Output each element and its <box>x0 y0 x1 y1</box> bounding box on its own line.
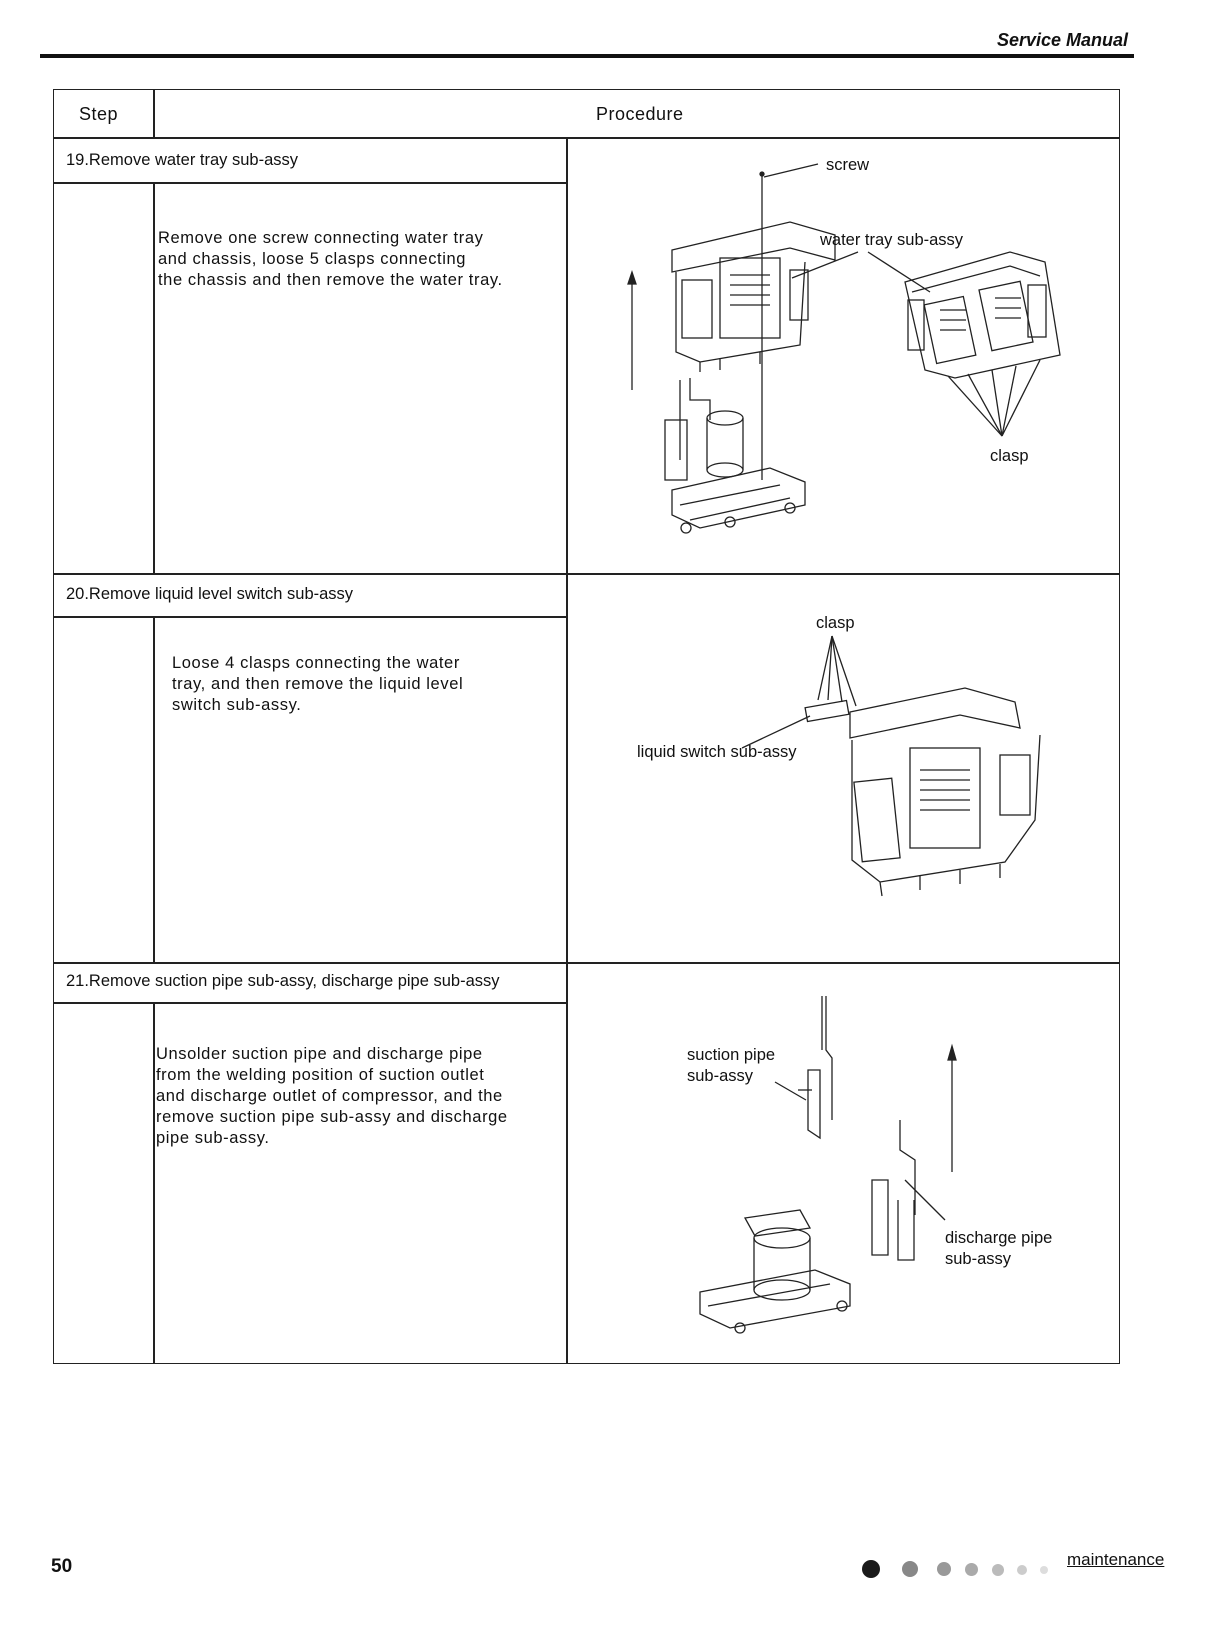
label-screw: screw <box>826 156 870 174</box>
label-water-tray: water tray sub-assy <box>820 231 964 249</box>
label-suction-pipe: suction pipe sub-assy <box>687 1046 776 1085</box>
progress-dot <box>937 1562 951 1576</box>
label-liquid-switch: liquid switch sub-assy <box>637 743 797 761</box>
step20-liquid-switch-figure <box>742 636 1040 896</box>
label-clasp-20: clasp <box>816 614 855 632</box>
label-clasp-19: clasp <box>990 447 1029 465</box>
step-21-title: 21.Remove suction pipe sub-assy, discharge pipe sub-assy <box>66 972 500 990</box>
step19-exploded-assembly-figure <box>628 164 1060 533</box>
step-column-header: Step <box>79 104 119 124</box>
progress-dots <box>858 1558 1058 1582</box>
step-19-description: Remove one screw connecting water tray and chassis, loose 5 clasps connecting the chassis and then remove the water tray. <box>158 229 503 289</box>
progress-dot <box>862 1560 880 1578</box>
manual-title: Service Manual <box>996 30 1128 50</box>
step-21-description: Unsolder suction pipe and discharge pipe from the welding position of suction outlet and discharge outlet of compressor, and the remove suction pipe sub-assy and discharge pipe sub-assy. <box>156 1045 508 1147</box>
progress-dot <box>1017 1565 1027 1575</box>
step-20-description: Loose 4 clasps connecting the water tray, and then remove the liquid level switch sub-assy. <box>172 654 464 714</box>
label-discharge-pipe: discharge pipe sub-assy <box>945 1229 1053 1268</box>
progress-dot <box>992 1564 1004 1576</box>
progress-dot <box>902 1561 918 1577</box>
progress-dot <box>1040 1566 1048 1574</box>
progress-dot <box>965 1563 978 1576</box>
page-number: 50 <box>51 1556 73 1577</box>
step-19-title: 19.Remove water tray sub-assy <box>66 151 299 169</box>
step-20-title: 20.Remove liquid level switch sub-assy <box>66 585 354 603</box>
section-link-maintenance[interactable]: maintenance <box>1067 1550 1165 1569</box>
procedure-column-header: Procedure <box>596 104 684 124</box>
